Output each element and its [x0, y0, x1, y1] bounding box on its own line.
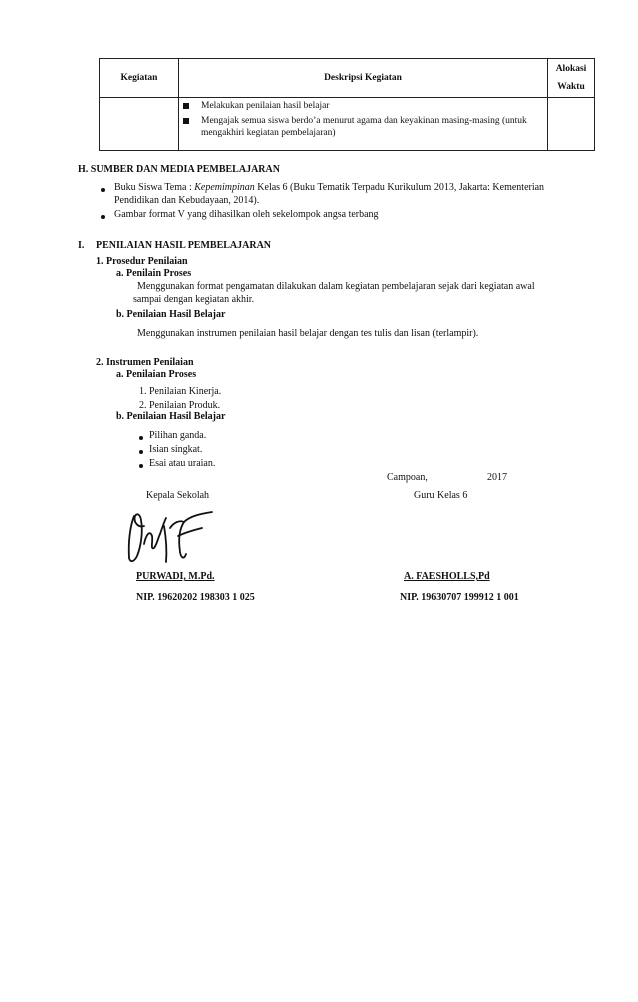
- instrumen-heading: 2. Instrumen Penilaian: [96, 357, 194, 368]
- sign-place: Campoan,: [387, 472, 428, 483]
- square-bullet-icon: [183, 103, 189, 109]
- section-i-title: PENILAIAN HASIL PEMBELAJARAN: [96, 240, 272, 251]
- list-item: 2. Penilaian Produk.: [139, 400, 221, 411]
- header-alokasi-line1: Alokasi: [555, 64, 587, 74]
- section-h-bullet-1-line2: Pendidikan dan Kebudayaan, 2014).: [114, 195, 260, 206]
- section-h-bullet-1: [114, 182, 544, 193]
- item-text: Melakukan penilaian hasil belajar: [201, 101, 330, 111]
- section-i-number: I.: [78, 240, 85, 251]
- right-role: Guru Kelas 6: [414, 490, 468, 501]
- bullet-icon: [139, 464, 143, 468]
- list-item: Pilihan ganda.: [149, 430, 207, 441]
- penilaian-proses-text-2: sampai dengan kegiatan akhir.: [133, 294, 255, 305]
- cell-kegiatan: [100, 98, 179, 151]
- section-h-title: H. SUMBER DAN MEDIA PEMBELAJARAN: [78, 164, 280, 175]
- left-name: PURWADI, M.Pd.: [136, 571, 215, 582]
- activity-table: [99, 58, 595, 151]
- header-deskripsi: Deskripsi Kegiatan: [179, 59, 548, 98]
- item-text: Mengajak semua siswa berdo’a menurut agama dan keyakinan masing-masing (untuk mengakhiri kegiatan pembelajaran): [201, 116, 527, 138]
- left-role: Kepala Sekolah: [146, 490, 210, 501]
- cell-alokasi: [548, 98, 595, 151]
- bullet-icon: [139, 450, 143, 454]
- penilaian-proses-heading: a. Penilain Proses: [116, 268, 192, 279]
- square-bullet-icon: [183, 118, 189, 124]
- bullet-icon: [101, 188, 105, 192]
- bullet-icon: [139, 436, 143, 440]
- table-row: [100, 98, 595, 151]
- bullet-icon: [101, 215, 105, 219]
- header-alokasi-line2: Waktu: [557, 82, 585, 92]
- right-name: A. FAESHOLLS,Pd: [404, 571, 490, 582]
- section-h-bullet-2: Gambar format V yang dihasilkan oleh sekelompok angsa terbang: [114, 209, 379, 220]
- text-italic: Kepemimpinan: [194, 182, 255, 193]
- header-alokasi: [548, 59, 595, 98]
- prosedur-heading: 1. Prosedur Penilaian: [96, 256, 188, 267]
- list-item: [183, 100, 543, 112]
- hasil-belajar-text: Menggunakan instrumen penilaian hasil belajar dengan tes tulis dan lisan (terlampir).: [137, 328, 479, 339]
- instrumen-proses-heading: a. Penilaian Proses: [116, 369, 197, 380]
- right-nip: NIP. 19630707 199912 1 001: [400, 592, 519, 603]
- hasil-belajar-heading: b. Penilaian Hasil Belajar: [116, 309, 226, 320]
- penilaian-proses-text-1: Menggunakan format pengamatan dilakukan dalam kegiatan pembelajaran sejak dari kegiatan awal: [137, 281, 535, 292]
- text: Buku Siswa Tema :: [114, 182, 195, 193]
- header-kegiatan: Kegiatan: [100, 59, 179, 98]
- list-item: Esai atau uraian.: [149, 458, 216, 469]
- table-header-row: [100, 59, 595, 98]
- list-item: Isian singkat.: [149, 444, 203, 455]
- text: Kelas 6 (Buku Tematik Terpadu Kurikulum 2013, Jakarta: Kementerian: [254, 182, 545, 193]
- cell-deskripsi: [179, 98, 548, 151]
- list-item: [183, 115, 543, 139]
- list-item: 1. Penilaian Kinerja.: [139, 386, 222, 397]
- left-nip: NIP. 19620202 198303 1 025: [136, 592, 255, 603]
- sign-year: 2017: [487, 472, 507, 483]
- instrumen-hasil-heading: b. Penilaian Hasil Belajar: [116, 411, 226, 422]
- handwritten-signature-icon: [120, 508, 225, 566]
